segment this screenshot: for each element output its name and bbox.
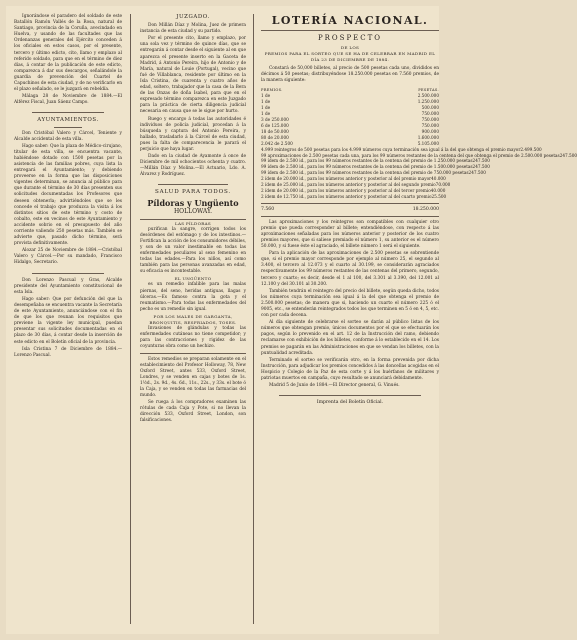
- prize-value: 2.499.500: [520, 146, 542, 152]
- prize-label: 99 ídem de 2.500 id., para los 99 números restantes de la centena del premio de 750.000 pesetas: [261, 170, 469, 176]
- draw-description: PREMIOS PARA EL SORTEO QUE SE HA DE CELEBRAR EN MADRID EL DÍA 23 DE DICIEMBRE DE 1884.: [264, 51, 436, 63]
- lottery-title: LOTERÍA NACIONAL.: [271, 14, 429, 27]
- prize-value: 750.000: [421, 123, 439, 128]
- prize-label: 2.042 de 2.500: [261, 140, 293, 146]
- column-divider: [253, 14, 254, 624]
- prize-label: 2 ídem de 25.000 id., para los números anterior y posterior al del segundo premio: [261, 182, 436, 188]
- de-los: DE LOS: [340, 45, 360, 50]
- divider: [54, 127, 82, 128]
- lottery-rules: Terminado el sorteo se verificarán otro, en la forma prevenida por dicha Instrucción, para adjudicar los premios concedidos á las doncellas acogidas en el Hospicio y Colegio de la Paz de esta corte y á los huérfanos de militares y patriotas muertos en campaña, cuyo resultado se anunciará debidamente.: [261, 357, 439, 382]
- isla-header: Don Lorenzo Pascual y Gras, Alcalde presidente del Ayuntamiento constitucional de esta Isla.: [14, 277, 122, 295]
- lottery-signature: Madrid 5 de Junio de 1884.—El Director general, G. Vinués.: [269, 383, 400, 389]
- section-heading-ayuntamientos: AYUNTAMIENTOS.: [37, 117, 99, 124]
- pildoras-heading: LAS PÍLDORAS: [175, 220, 211, 226]
- prize-row: [261, 193, 447, 200]
- prize-label: 99 ídem de 2.500 id., para los 99 números restantes de la centena del premio de 1.500.000 pesetas: [261, 164, 473, 170]
- ad-fine-print: Estos remedios se preparan solamente en el establecimiento del Profesor Holloway, 78, New Oxford Street, antes 533, Oxford Street, Londres, y se venden en cajas y botes de 1s. 1½d., 2s. 9d., 4s. 6d., 11s., 22s., y 33s. el bote ó la Caja, y se venden en todas las farmacias del mundo.: [140, 356, 246, 399]
- prize-value: 750.000: [421, 111, 439, 117]
- prize-label: 1 de: [261, 111, 271, 117]
- prize-value: 40.000: [431, 176, 446, 182]
- divider: [32, 112, 104, 113]
- prospectus-heading: PROSPECTO: [317, 34, 383, 42]
- unguento-heading: EL UNGÜENTO: [174, 276, 212, 282]
- prize-label: 18 de 50.000: [261, 128, 289, 134]
- prize-value: 247.500: [472, 158, 490, 164]
- prize-value: 40.000: [430, 187, 446, 193]
- prize-value: 1.600.000: [417, 134, 439, 140]
- left-column: [14, 14, 122, 360]
- prize-label: 2 ídem de 20.000 id., para los números anterior y posterior al del premio mayor: [261, 176, 432, 182]
- lottery-intro: Constará de 50,000 billetes, al precio de 500 pesetas cada uno, divididos en décimos á 50 pesetas; distribuyéndose 18.250.000 pesetas en 7.560 premios, de la manera siguiente:: [261, 66, 439, 84]
- newspaper-page: [6, 6, 577, 634]
- prize-label: 1 de: [261, 99, 271, 105]
- edict-signature: Málaga 28 de Noviembre de 1884.—El Alférez Fiscal, Juan Sáenz Campo.: [14, 94, 122, 106]
- juzgado-body: Por el presente cito, llamo y emplazo, por una sola vez y término de quince días, que se entregarán á contar desde el siguiente al en que aparezca el presente inserto en la Gaceta de Madrid, á Antonio Pereira, hijo de Antonio y de María, natural de Louie (Portugal), vecino que fué de Villablanca, residente por último en la Isla Cristina, de cuarenta y cuatro años de edad, soltero, trabajador que la casa de la Bera de las Onzas de doña Isabel, para que en el expresado término comparezca en este Juzgado para la práctica de cierta diligencia judicial necesaria en causa que se le sigue por hurto.: [140, 36, 246, 115]
- alozar-signature: Alozar 25 de Noviembre de 1884.—Cristóbal Valero y Cárcel.—Por su mandado, Francisco Hidalgo, Secretario.: [14, 248, 122, 266]
- prize-label: 2 ídem de 20.000 id., para los números anterior y posterior al del tercer premio: [261, 187, 431, 193]
- military-edict: Ignorándose el paradero del soldado de este Batallón Ramón Vallés de la Rosa, natural de Santiago, provincia de la Coruña, avecindado en Huelva, y usando de las facultades que las Ordenanzas generales del Ejército conceden á los oficiales en estos casos, por el presente, tercero y último edicto, cito, llamo y emplazo al referido soldado, para que en el término de diez días, á contar de la publicación de este edicto, comparezca á dar sus descargos, señalándole la guardia de prevención del Cuartel de Capuchinos de esta ciudad, y de no verificarlo en el plazo señalado, se le juzgará en rebeldía.: [14, 14, 122, 93]
- lottery-rules: También tendrán el reintegro del precio del billete, según queda dicho, todos los números cuya terminación sea igual á la del que obtenga el premio de 2.500.000 pesetas; de manera que si, haciendo un cuarto el número 225 ó el 9005, etc., se entenderán reintegrados todos los que terminen en 5 ó en 4, 5, etc. con por cada decena.: [261, 288, 440, 319]
- prize-value: 247.500: [472, 164, 490, 170]
- column-divider: [130, 14, 131, 624]
- col-pesetas: PESETAS.: [418, 87, 439, 92]
- garganta-heading: POR LOS MALES DE GARGANTA, BRONQUITIS, RESFRIADOS, TOSES.: [149, 313, 237, 326]
- prize-value: 5.105.000: [417, 140, 439, 146]
- prize-label: 4.999 reintegros de 500 pesetas para los 4.999 números cuya terminación sea igual á la del que obtenga el premio mayor: [261, 146, 521, 152]
- printer-footer: Imprenta del Boletín Oficial.: [316, 400, 384, 406]
- juzgado-header: Don Millán Díaz y Molina, Juez de primera instancia de esta ciudad y su partido.: [140, 23, 246, 35]
- prize-label: 99 aproximaciones de 2.500 pesetas cada una, para los 99 números restantes de la centena del que obtenga el premio de 2.500.000 pesetas: [261, 152, 560, 158]
- prize-label: 3 de 250.000: [261, 117, 289, 123]
- divider: [261, 203, 439, 204]
- ad-warning: Se ruega á los compradores examinen las rótulas de cada Caja y Pote, si no llevan la dirección 533, Oxford Street, London, son falsificaciones.: [140, 400, 246, 424]
- col-premios: PREMIOS.: [261, 87, 283, 92]
- juzgado-body: Ruego y encargo á todas las autoridades é individuos de policía judicial, procedan á la búsqueda y captura del Antonio Pereira, y hallado, trasladarlo á la Cárcel de esta ciudad, pues la falta de comparecencia le parará el perjuicio que haya lugar.: [140, 116, 246, 152]
- prize-label: 2 ídem de 12.750 id., para los números anterior y posterior al del cuarto premio: [261, 193, 432, 199]
- isla-body: Hago saber: Que por defunción del que la desempeñaba se encuentra vacante la Secretaría de este Ayuntamiento, anunciándose con el fin de que los que reunan los requisitos que previene la vigente ley municipal, puedan presentar sus solicitudes documentadas en el plazo de 30 días, á contar desde la inserción de este edicto en el Boletín oficial de la provincia.: [14, 296, 122, 345]
- prize-rows: [261, 93, 577, 199]
- prize-label: 99 ídem de 2.500 id., para los 99 números restantes de la centena del premio de 1.250.000 pesetas: [261, 158, 473, 164]
- prize-label: 80 de 20.000: [261, 134, 289, 140]
- prize-label: 6 de 125.000: [261, 123, 289, 128]
- divider: [261, 30, 439, 31]
- ad-title: Píldoras y Ungüento: [147, 197, 239, 208]
- prize-label: 1 de: [261, 105, 271, 111]
- ad-kicker: SALUD PARA TODOS.: [155, 189, 231, 196]
- prize-value: 2.500.000: [417, 93, 439, 99]
- lottery-rules: Al día siguiente de celebrarse el sorteo se darán al público listas de los números que obtengan premio, únicos documentos por el que se efectuarán los pagos, según lo prevenido en el art. 12 de la Instrucción del ramo, debiendo reclamarse con exhibición de los billetes, conforme á lo establecido en el 14. Los premios se pagarán en las Administraciones en que se vendan los billetes, con la puntualidad acreditada.: [261, 320, 439, 356]
- prize-value: 25.500: [431, 193, 447, 199]
- prize-value: 247.500: [559, 152, 577, 158]
- alozar-body: Hago saber: Que la plaza de Médico-cirujano, titular de esta villa, se encuentra vacante, habiéndose dotado con 1500 pesetas por la asistencia de las familias pobres, cuya lista la entregará el Ayuntamiento; y debiendo proveerse en la forma que las disposiciones vigentes determinan, se anuncia al público para que durante el término de 30 días presenten sus solicitudes documentadas los Profesores que deseen obtenerla; advirtiéndoles que se les concede el trabajo que produzca la visita á los distintos sitios de este término y costo de cobalto, este en vecinos de este Ayuntamiento y accidente sobrio en el presupuesto del año corriente valiendo 250 pesetas más. También se advierte que, pasado dicho término, será provista definitivamente.: [14, 143, 122, 247]
- prize-value: 750.000: [421, 117, 439, 123]
- prize-value: 1.250.000: [417, 99, 439, 105]
- section-heading-juzgado: JUZGADO.: [176, 14, 210, 20]
- unguento-text: es un remedio infalible para las malas piernas, del seno, heridas antiguas, llagas y úlceras.—Es famoso contra la gota y el reumatismo.—Para todas las enfermedades del pecho es un remedio sin igual.: [140, 282, 246, 312]
- prize-value: 70.000: [435, 182, 451, 188]
- divider: [32, 273, 104, 274]
- total-value: 18.250.000: [412, 206, 439, 212]
- prize-value: 900.000: [421, 128, 439, 134]
- divider: [261, 216, 439, 217]
- isla-signature: Isla Cristina 7 de Diciembre de 1884.—Lorenzo Pascual.: [14, 346, 122, 358]
- ad-box: [140, 219, 246, 354]
- prize-value: 247.500: [468, 170, 486, 176]
- juzgado-signature: Dado en la ciudad de Ayamonte á once de Diciembre de mil ochocientos ochenta y cuatro.—Millán Díaz y Molina.—El Actuario, Ldo. A. Álvarez y Rodríguez.: [140, 154, 246, 178]
- prize-total: [261, 207, 439, 213]
- divider: [158, 184, 228, 185]
- lottery-rules: Para la aplicación de las aproximaciones de 2.500 pesetas se sobrentiende que, si el premio mayor corresponde por ejemplo al número 25, el segundo al 3.400, el tercero al 12.073 y el cuarto al 30.199, se considerarán agraciados respectivamente los 99 números restantes de las centenas del primero, segundo, tercero y cuarto; es decir, desde el 1 al 100, del 3.301 al 3.390, del 12.001 al 12.100 y del 30.101 al 30.200.: [261, 251, 439, 287]
- middle-column: [140, 14, 246, 426]
- garganta-text: Invasiones de glándulas y todas las enfermedades cutáneas no tiene competidor; y para las contracciones y rigidez de las coyunturas obra como un hechizo.: [140, 326, 246, 350]
- divider: [279, 395, 421, 396]
- prize-value: 500.000: [421, 105, 439, 111]
- alozar-header: Don Cristóbal Valero y Cárcel, Teniente y Alcalde accidental de esta villa.: [14, 130, 122, 142]
- prize-label: 1 de: [261, 93, 271, 99]
- prize-table: [261, 87, 577, 217]
- pildoras-text: purifican la sangre, corrigen todos los desórdenes del estómago y de los intestinos.—Fortifican la acción de los consumidores débiles, y son de un valor inestimable en todas las enfermedades peculiares al sexo femenino en todas las edades.—Para los niños, así como también para las personas avanzadas en edad, su eficacia es incontestable.: [140, 226, 247, 275]
- total-count: 7.560: [261, 206, 275, 212]
- lottery-rules: Las aproximaciones y los reintegros son compatibles con cualquier otro premio que pueda corresponder al billete; entendiéndose, con respecto á las aproximaciones señaladas para los números anterior y posterior de los cuatro premios mayores, que si saliese premiado el número 1, su anterior es el número 50.000, y si fuese éste el agraciado, el billete número 1 será el siguiente.: [261, 219, 439, 250]
- ad-subtitle: HOLLOWAY.: [173, 207, 213, 215]
- right-column: [261, 14, 577, 406]
